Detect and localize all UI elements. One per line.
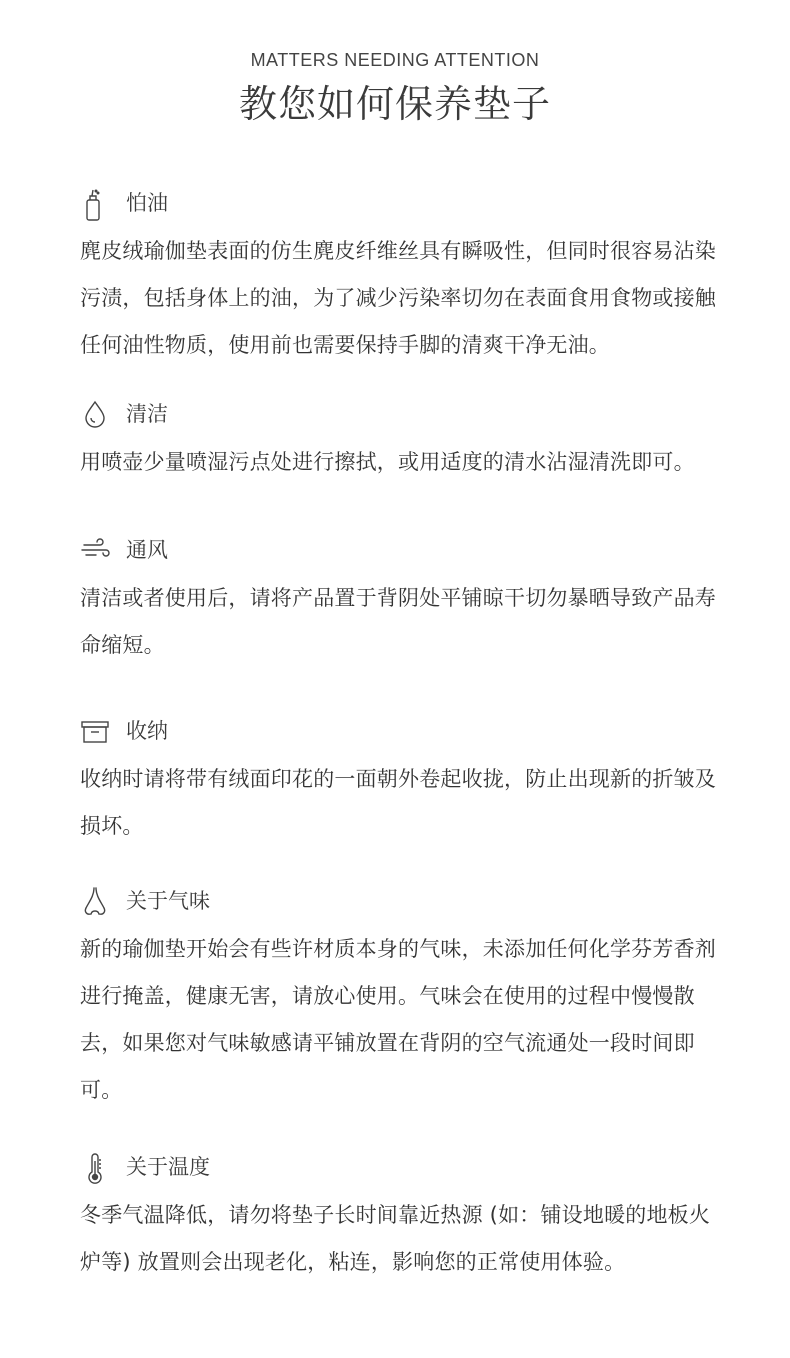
section-title: 通风 bbox=[126, 538, 168, 562]
section-header bbox=[80, 886, 730, 916]
nose-icon bbox=[80, 886, 110, 916]
water-drop-icon bbox=[80, 399, 110, 429]
section-smell bbox=[80, 886, 730, 1114]
page-title: 教您如何保养垫子 bbox=[238, 82, 551, 126]
section-body: 麂皮绒瑜伽垫表面的仿生麂皮纤维丝具有瞬吸性，但同时很容易沾染污渍，包括身体上的油，为了减少污染率切勿在表面食用食物或接触任何油性物质，使用前也需要保持手脚的清爽干净无油。 bbox=[80, 239, 716, 357]
section-title: 清洁 bbox=[126, 402, 168, 426]
section-body: 新的瑜伽垫开始会有些许材质本身的气味，未添加任何化学芬芳香剂进行掩盖，健康无害，请放心使用。气味会在使用的过程中慢慢散去，如果您对气味敏感请平铺放置在背阴的空气流通处一段时间即可。 bbox=[80, 937, 716, 1102]
storage-box-icon bbox=[80, 716, 110, 746]
section-body: 清洁或者使用后，请将产品置于背阴处平铺晾干切勿暴晒导致产品寿命缩短。 bbox=[80, 586, 716, 657]
section-body: 收纳时请将带有绒面印花的一面朝外卷起收拢，防止出现新的折皱及损坏。 bbox=[80, 767, 716, 838]
section-cleaning bbox=[80, 399, 730, 486]
section-title: 怕油 bbox=[126, 191, 168, 215]
section-header bbox=[80, 1152, 730, 1182]
section-header bbox=[80, 716, 730, 746]
section-header bbox=[80, 535, 730, 565]
section-body: 用喷壶少量喷湿污点处进行擦拭，或用适度的清水沾湿清洗即可。 bbox=[80, 450, 695, 474]
section-header bbox=[80, 399, 730, 429]
section-storage bbox=[80, 716, 730, 850]
page-subtitle: MATTERS NEEDING ATTENTION bbox=[250, 50, 540, 70]
section-body: 冬季气温降低，请勿将垫子长时间靠近热源 (如：铺设地暖的地板火炉等) 放置则会出现老化，粘连，影响您的正常使用体验。 bbox=[80, 1203, 711, 1274]
section-title: 关于气味 bbox=[126, 889, 210, 913]
section-temperature bbox=[80, 1152, 730, 1286]
section-oil bbox=[80, 188, 730, 369]
section-title: 收纳 bbox=[126, 719, 168, 743]
section-ventilation bbox=[80, 535, 730, 669]
section-header bbox=[80, 188, 730, 218]
wind-icon bbox=[80, 535, 110, 565]
thermometer-icon bbox=[80, 1152, 110, 1182]
oil-bottle-icon bbox=[80, 188, 110, 218]
section-title: 关于温度 bbox=[126, 1155, 210, 1179]
